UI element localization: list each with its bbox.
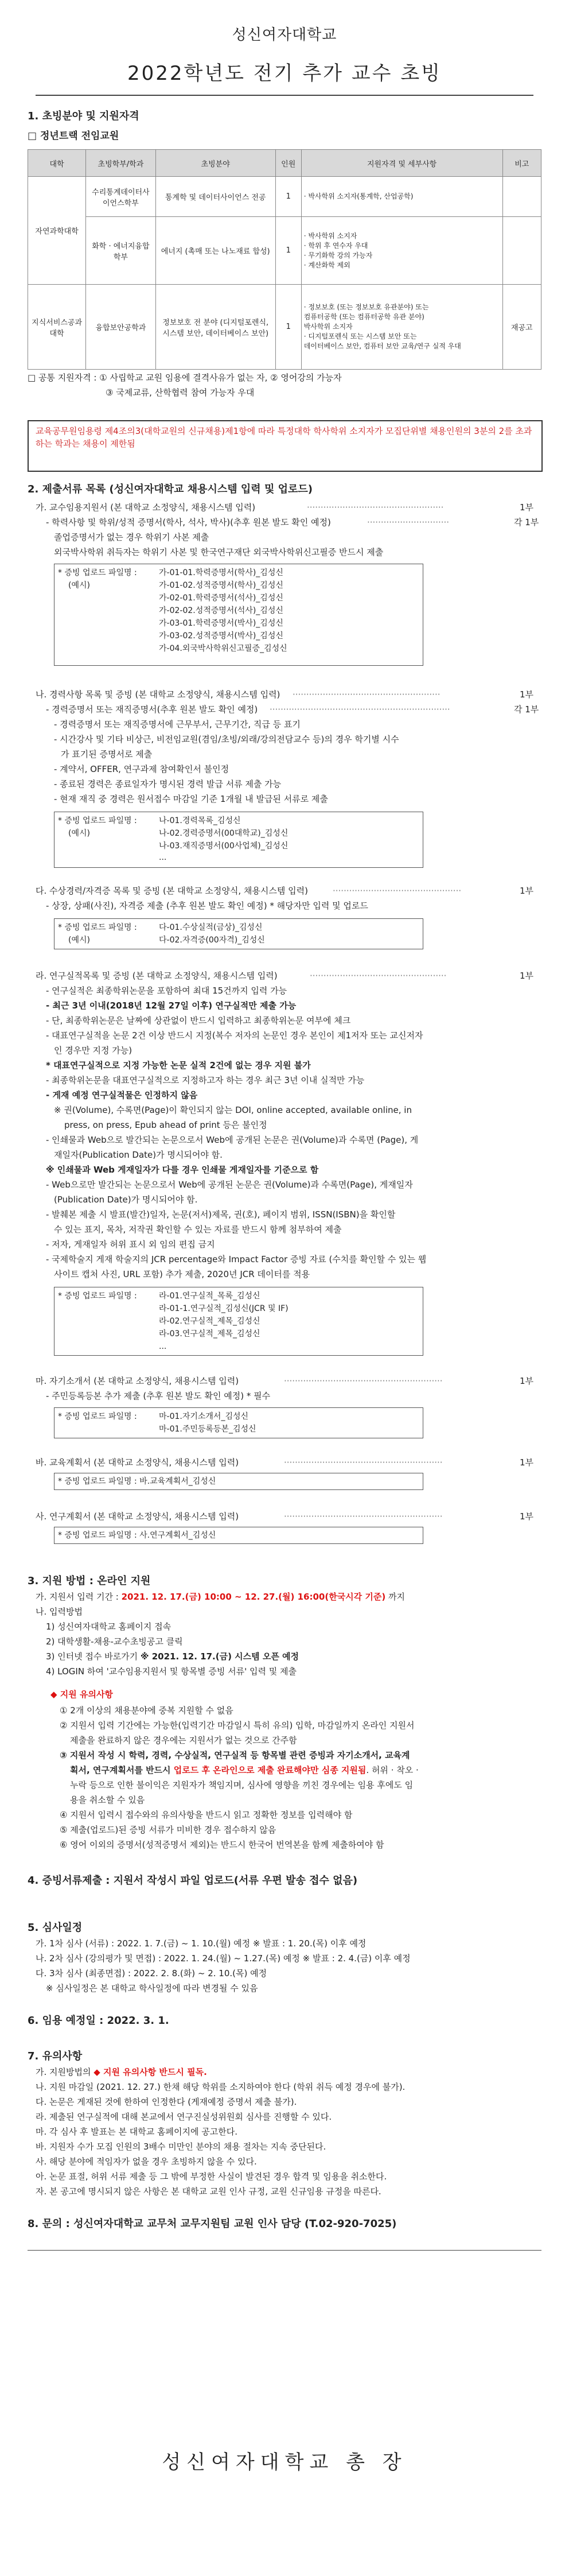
qualification-cell: · 박사학위 소지자(통계학, 산업공학) (301, 177, 502, 217)
col-header: 대학 (28, 150, 86, 177)
caution-item: ④ 지원서 입력시 접수와의 유의사항을 반드시 읽고 정확한 정보를 입력해야 함 (60, 1810, 353, 1820)
section1-heading: 1. 초빙분야 및 지원자격 (28, 110, 139, 122)
note-cell (502, 177, 541, 217)
item-count: 1부 (520, 886, 534, 896)
item-title: 사. 연구계획서 (본 대학교 소정양식, 채용시스템 입력) (36, 1511, 239, 1522)
common-qualification: □ 공통 지원자격 : ① 사립학교 교원 임용에 결격사유가 없는 자, ② 영어강의 가능자 (28, 373, 342, 383)
note-item: 아. 논문 표절, 허위 서류 제출 등 그 밖에 부정한 사실이 발견된 경우 합격 및 임용을 취소한다. (36, 2171, 387, 2182)
section4-heading: 4. 증빙서류제출 : 지원서 작성시 파일 업로드(서류 우편 발송 접수 없음) (28, 1875, 358, 1887)
note-item: 마. 각 심사 후 발표는 본 대학교 홈페이지에 공고한다. (36, 2127, 237, 2137)
item-count: 1부 (520, 689, 534, 700)
item-title: 라. 연구실적목록 및 증빙 (본 대학교 소정양식, 채용시스템 입력) (36, 971, 278, 981)
note-item: 자. 본 공고에 명시되지 않은 사항은 본 대학교 교원 인사 규정, 교원 신규임용 규정을 따른다. (36, 2186, 381, 2197)
dot-leader: ······················································ (293, 689, 441, 700)
schedule-item: 다. 3차 심사 (최종면접) : 2022. 2. 8.(화) ~ 2. 10.(목) 예정 (36, 1968, 267, 1978)
dot-leader: ······························ (367, 517, 450, 527)
item-detail: - 주민등록등본 추가 제출 (추후 원본 발도 확인 예정) * 필수 (46, 1391, 271, 1401)
caution-item: 누락 등으로 인한 불이익은 지원자가 책임지며, 심사에 영향을 끼친 경우에는 임용 후에도 임 (70, 1780, 414, 1790)
dept-cell: 수리통계데이터사이언스학부 (86, 177, 155, 217)
page-title: 2022학년도 전기 추가 교수 초빙 (127, 62, 442, 85)
item-detail: - 경력증명서 또는 재직증명서(추후 원본 발도 확인 예정) (46, 704, 258, 715)
section5-heading: 5. 심사일정 (28, 1922, 83, 1934)
dot-leader: ·························································· (284, 1511, 443, 1522)
field-cell: 에너지 (촉매 또는 나노재료 합성) (155, 217, 275, 285)
note-item: 나. 지원 마감일 (2021. 12. 27.) 한채 해당 학위를 소지하여야 한다 (학위 취득 예정 경우에 불가). (36, 2082, 406, 2092)
item-detail: 사이트 캡처 사진, URL 포함) 추가 제출, 2020년 JCR 데이터를 적용 (54, 1269, 310, 1279)
hiring-restriction-notice: 교육공무원임용령 제4조의3(대학교원의 신규채용)제1항에 따라 특정대학 학사학위 소지자가 모집단위별 채용인원의 3분의 2를 초과하는 학과는 채용이 제한됨 (28, 420, 543, 472)
item-detail: 졸업증명서가 없는 경우 학위기 사본 제출 (54, 532, 209, 542)
upload-filename-box: * 증빙 업로드 파일명 : (예시) 다-01.수상실적(금상)_김성신 다-02.자격증(00자격)_김성신 (54, 918, 423, 949)
dot-leader: ··············································· (333, 886, 462, 896)
caution-item: ⑤ 제출(업로드)된 증빙 서류가 미비한 경우 접수하지 않음 (60, 1825, 276, 1835)
item-detail: 인 경우만 지정 가능) (54, 1045, 132, 1056)
count-cell: 1 (275, 217, 301, 285)
caution-item: 제출을 완료하지 않은 경우에는 지원서가 없는 것으로 간주함 (70, 1735, 297, 1745)
item-count: 1부 (520, 1457, 534, 1468)
col-header: 초빙분야 (155, 150, 275, 177)
item-count: 1부 (520, 971, 534, 981)
caution-item: ① 2개 이상의 채용분야에 중복 지원할 수 없음 (60, 1705, 233, 1716)
caution-item: 용을 취소할 수 있음 (70, 1795, 145, 1805)
item-detail: - 대표연구실적을 논문 2건 이상 반드시 지정(복수 저자의 논문인 경우 본인이 제1저자 또는 교신저자 (46, 1030, 423, 1041)
note-cell: 재공고 (502, 285, 541, 370)
schedule-item: 나. 2차 심사 (강의평가 및 면접) : 2022. 1. 24.(월) ~ 1.27.(목) 예정 ※ 발표 : 2. 4.(금) 이후 예정 (36, 1953, 411, 1964)
item-count: 1부 (520, 1511, 534, 1522)
item-detail: - 게재 예정 연구실적물은 인정하지 않음 (46, 1090, 198, 1100)
dept-cell: 융합보안공학과 (86, 285, 155, 370)
caution-title: ◆ 지원 유의사항 (50, 1689, 113, 1700)
college-cell: 지식서비스공과대학 (28, 285, 86, 370)
common-qualification: ③ 국제교류, 산학협력 참여 가능자 우대 (106, 387, 255, 398)
note-item: 가. 지원방법의 ◆ 지원 유의사항 반드시 필독. (36, 2067, 207, 2077)
item-detail: ※ 인쇄물과 Web 게재일자가 다를 경우 인쇄물 게재일자를 기준으로 함 (46, 1165, 319, 1175)
step-item: 2) 대학생활-채용-교수초빙공고 클릭 (46, 1636, 183, 1647)
upload-filename-box: * 증빙 업로드 파일명 : 라-01.연구실적_목록_김성신 라-01-1.연구실적_김성신(JCR 및 IF) 라-02.연구실적_제목_김성신 라-03.연구실적_제목_김성신 ... (54, 1287, 423, 1356)
item-detail: - 최종학위논문을 대표연구실적으로 지정하고자 하는 경우 최근 3년 이내 실적만 가능 (46, 1075, 365, 1085)
col-header: 비고 (502, 150, 541, 177)
step-item: 3) 인터넷 접수 바로가기 ※ 2021. 12. 17.(금) 시스템 오픈 예정 (46, 1651, 299, 1662)
item-detail: * 대표연구실적으로 지정 가능한 논문 실적 2건에 없는 경우 지원 불가 (46, 1060, 311, 1070)
section2-heading: 2. 제출서류 목록 (성신여자대학교 채용시스템 입력 및 업로드) (28, 483, 313, 495)
issuer-signature: 성신여자대학교 총 장 (162, 2451, 407, 2474)
item-detail: (Publication Date)가 명시되어야 함. (54, 1194, 198, 1205)
step-item: 1) 성신여자대학교 홈페이지 접속 (46, 1621, 172, 1632)
col-header: 초빙학부/학과 (86, 150, 155, 177)
item-detail: - 단, 최종학위논문은 날짜에 상관없이 반드시 입력하고 최종학위논문 여부에 체크 (46, 1015, 351, 1026)
item-detail: 수 있는 표지, 목차, 저작권 확인할 수 있는 자료를 반드시 함께 첨부하여 제출 (54, 1224, 342, 1235)
table-row (28, 217, 541, 285)
table-row (28, 285, 541, 370)
item-detail: ※ 권(Volume), 수록면(Page)이 확인되지 않는 DOI, online accepted, available online, in (54, 1105, 412, 1115)
dot-leader: ·················································· (307, 502, 444, 513)
col-header: 인원 (275, 150, 301, 177)
section7-heading: 7. 유의사항 (28, 2050, 83, 2062)
caution-item: 획서, 연구계획서를 반드시 업로드 후 온라인으로 제출 완료해야만 심종 지원됨. 허위 · 착오 · (70, 1765, 419, 1775)
item-title: 마. 자기소개서 (본 대학교 소정양식, 채용시스템 입력) (36, 1376, 239, 1386)
item-detail: - 저자, 게재일자 허위 표시 외 임의 편집 금지 (46, 1239, 215, 1250)
input-method-label: 나. 입력방법 (36, 1607, 83, 1617)
item-detail: 재일자(Publication Date)가 명시되어야 함. (54, 1150, 223, 1160)
item-detail: - 시간강사 및 기타 비상근, 비전임교원(겸임/초빙/외래/강의전담교수 등)의 경우 학기별 시수 (54, 734, 399, 744)
section6-heading: 6. 임용 예정일 : 2022. 3. 1. (28, 2015, 169, 2027)
university-name: 성신여자대학교 (232, 26, 337, 44)
section1-subheading: □ 정년트랙 전임교원 (28, 130, 119, 142)
upload-filename-box: * 증빙 업로드 파일명 : 바.교육계획서_김성신 (54, 1473, 423, 1490)
college-cell: 자연과학대학 (28, 177, 86, 285)
upload-filename-box: * 증빙 업로드 파일명 : 마-01.자기소개서_김성신 마-01.주민등록등본_김성신 (54, 1407, 423, 1438)
item-title: 나. 경력사항 목록 및 증빙 (본 대학교 소정양식, 채용시스템 입력) (36, 689, 280, 700)
item-count: 각 1부 (514, 704, 539, 715)
item-count: 1부 (520, 1376, 534, 1386)
caution-item: ③ 지원서 작성 시 학력, 경력, 수상실적, 연구실적 등 항목별 관련 증빙과 자기소개서, 교육계 (60, 1750, 410, 1760)
note-item: 바. 지원자 수가 모집 인원의 3배수 미만인 분야의 채용 절차는 지속 중단된다. (36, 2142, 326, 2152)
upload-filename-box: * 증빙 업로드 파일명 : (예시) 나-01.경력목록_김성신 나-02.경력증명서(00대학교)_김성신 나-03.재직증명서(00사업체)_김성신 ... (54, 812, 423, 868)
table-row (28, 177, 541, 217)
qualification-cell: · 박사학위 소지자 · 학위 후 연수자 우대 · 무기화학 강의 가능자 · 계산화학 제외 (301, 217, 502, 285)
table-header-row (28, 150, 541, 177)
dot-leader: ·························································· (284, 1376, 443, 1386)
note-cell (502, 217, 541, 285)
item-detail: - 상장, 상패(사진), 자격증 제출 (추후 원본 발도 확인 예정) * 해당자만 입력 및 업로드 (46, 901, 368, 911)
item-detail: - 계약서, OFFER, 연구과제 참여확인서 불인정 (54, 764, 229, 774)
item-detail: 외국박사학위 취득자는 학위기 사본 및 한국연구재단 외국박사학위신고필증 반드시 제출 (54, 547, 384, 557)
item-count: 각 1부 (514, 517, 539, 527)
qualification-cell: · 정보보호 (또는 정보보호 유관분야) 또는 컴퓨터공학 (또는 컴퓨터공학 유관 분야) 박사학위 소지자 · 디지털포렌식 또는 시스템 보안 또는 데이터베이스 보안, 컴퓨터 보안 교육/연구 실적 우대 (301, 285, 502, 370)
item-title: 가. 교수임용지원서 (본 대학교 소정양식, 채용시스템 입력) (36, 502, 256, 513)
dot-leader: ·································································· (270, 704, 450, 715)
col-header: 지원자격 및 세부사항 (301, 150, 502, 177)
count-cell: 1 (275, 177, 301, 217)
caution-item: ⑥ 영어 이외의 증명서(성적증명서 제외)는 반드시 한국어 번역본을 함께 제출하여야 함 (60, 1840, 384, 1850)
item-detail: - 최근 3년 이내(2018년 12월 27일 이후) 연구실적만 제출 가능 (46, 1000, 297, 1011)
field-cell: 정보보호 전 분야 (디지털포렌식, 시스템 보안, 데이터베이스 보안) (155, 285, 275, 370)
dept-cell: 화학 · 에너지융합학부 (86, 217, 155, 285)
note-item: 사. 해당 분야에 적임자가 없을 경우 초빙하지 않을 수 있다. (36, 2156, 257, 2167)
item-detail: - Web으로만 발간되는 논문으로서 Web에 공개된 논문은 권(Volume)과 수록면(Page), 게재일자 (46, 1180, 413, 1190)
schedule-note: ※ 심사일정은 본 대학교 학사일정에 따라 변경될 수 있음 (46, 1983, 258, 1993)
caution-item: ② 지원서 입력 기간에는 가능한(입력기간 마감일시 특히 유의) 입학, 마감일까지 온라인 지원서 (60, 1720, 415, 1731)
dot-leader: ·························································· (284, 1457, 443, 1468)
note-item: 라. 제출된 연구실적에 대해 본교에서 연구진실성위원회 심사를 진행할 수 있다. (36, 2112, 332, 2122)
section8-heading: 8. 문의 : 성신여자대학교 교무처 교무지원팀 교원 인사 담당 (T.02-920-7025) (28, 2218, 397, 2230)
schedule-item: 가. 1차 심사 (서류) : 2022. 1. 7.(금) ~ 1. 10.(월) 예정 ※ 발표 : 1. 20.(목) 이후 예정 (36, 1938, 367, 1949)
dot-leader: ·················································· (310, 971, 447, 981)
item-count: 1부 (520, 502, 534, 513)
item-detail: - 연구실적은 최종학위논문을 포함하여 최대 15건까지 입력 가능 (46, 986, 287, 996)
item-detail: - 종료된 경력은 종료일자가 명시된 경력 발급 서류 제출 가능 (54, 779, 282, 789)
item-detail: - 인쇄물과 Web으로 발간되는 논문으로서 Web에 공개된 논문은 권(Volume)과 수록면 (Page), 게 (46, 1135, 419, 1145)
section3-heading: 3. 지원 방법 : 온라인 지원 (28, 1575, 151, 1587)
item-detail: press, on press, Epub ahead of print 등은 불인정 (64, 1120, 267, 1130)
footer-divider (28, 2250, 541, 2251)
item-title: 다. 수상경력/자격증 목록 및 증빙 (본 대학교 소정양식, 채용시스템 입력) (36, 886, 308, 896)
step-item: 4) LOGIN 하여 '교수임용지원서 및 항목별 증빙 서류' 입력 및 제출 (46, 1666, 297, 1677)
item-detail: 가 표기된 증명서로 제출 (61, 749, 153, 759)
count-cell: 1 (275, 285, 301, 370)
application-period: 가. 지원서 입력 기간 : 2021. 12. 17.(금) 10:00 ~ 12. 27.(월) 16:00(한국시각 기준) 까지 (36, 1592, 405, 1602)
item-detail: - 발췌본 제출 시 발표(발간)일자, 논문(저서)제목, 권(호), 페이지 범위, ISSN(ISBN)을 확인할 (46, 1209, 396, 1220)
position-table (28, 149, 541, 370)
upload-filename-box: * 증빙 업로드 파일명 : (예시) 가-01-01.학력증명서(학사)_김성신 가-01-02.성적증명서(학사)_김성신 가-02-01.학력증명서(석사)_김성신 가-02-02.성적증명서(석사)_김성신 가-03-01.학력증명서(박사)_김성신 가-03-02.성적증명서(박사)_김성신 가-04.외국박사학위신고필증_김성신 (54, 564, 423, 666)
item-title: 바. 교육계획서 (본 대학교 소정양식, 채용시스템 입력) (36, 1457, 239, 1468)
note-item: 다. 논문은 게재된 것에 한하여 인정한다 (게재예정 증명서 제출 불가). (36, 2097, 297, 2107)
item-detail: - 국제학술지 게재 학술지의 JCR percentage와 Impact Factor 증빙 자료 (수치를 확인할 수 있는 웹 (46, 1254, 427, 1264)
upload-filename-box: * 증빙 업로드 파일명 : 사.연구계획서_김성신 (54, 1527, 423, 1544)
item-detail: - 학력사항 및 학위/성적 증명서(학사, 석사, 박사)(추후 원본 발도 확인 예정) (46, 517, 331, 527)
item-detail: - 현재 재직 중 경력은 원서접수 마감일 기준 1개월 내 발급된 서류로 제출 (54, 794, 328, 804)
item-detail: - 경력증명서 또는 재직증명서에 근무부서, 근무기간, 직급 등 표기 (54, 719, 301, 730)
field-cell: 통계학 및 데이터사이언스 전공 (155, 177, 275, 217)
title-divider (36, 95, 533, 96)
